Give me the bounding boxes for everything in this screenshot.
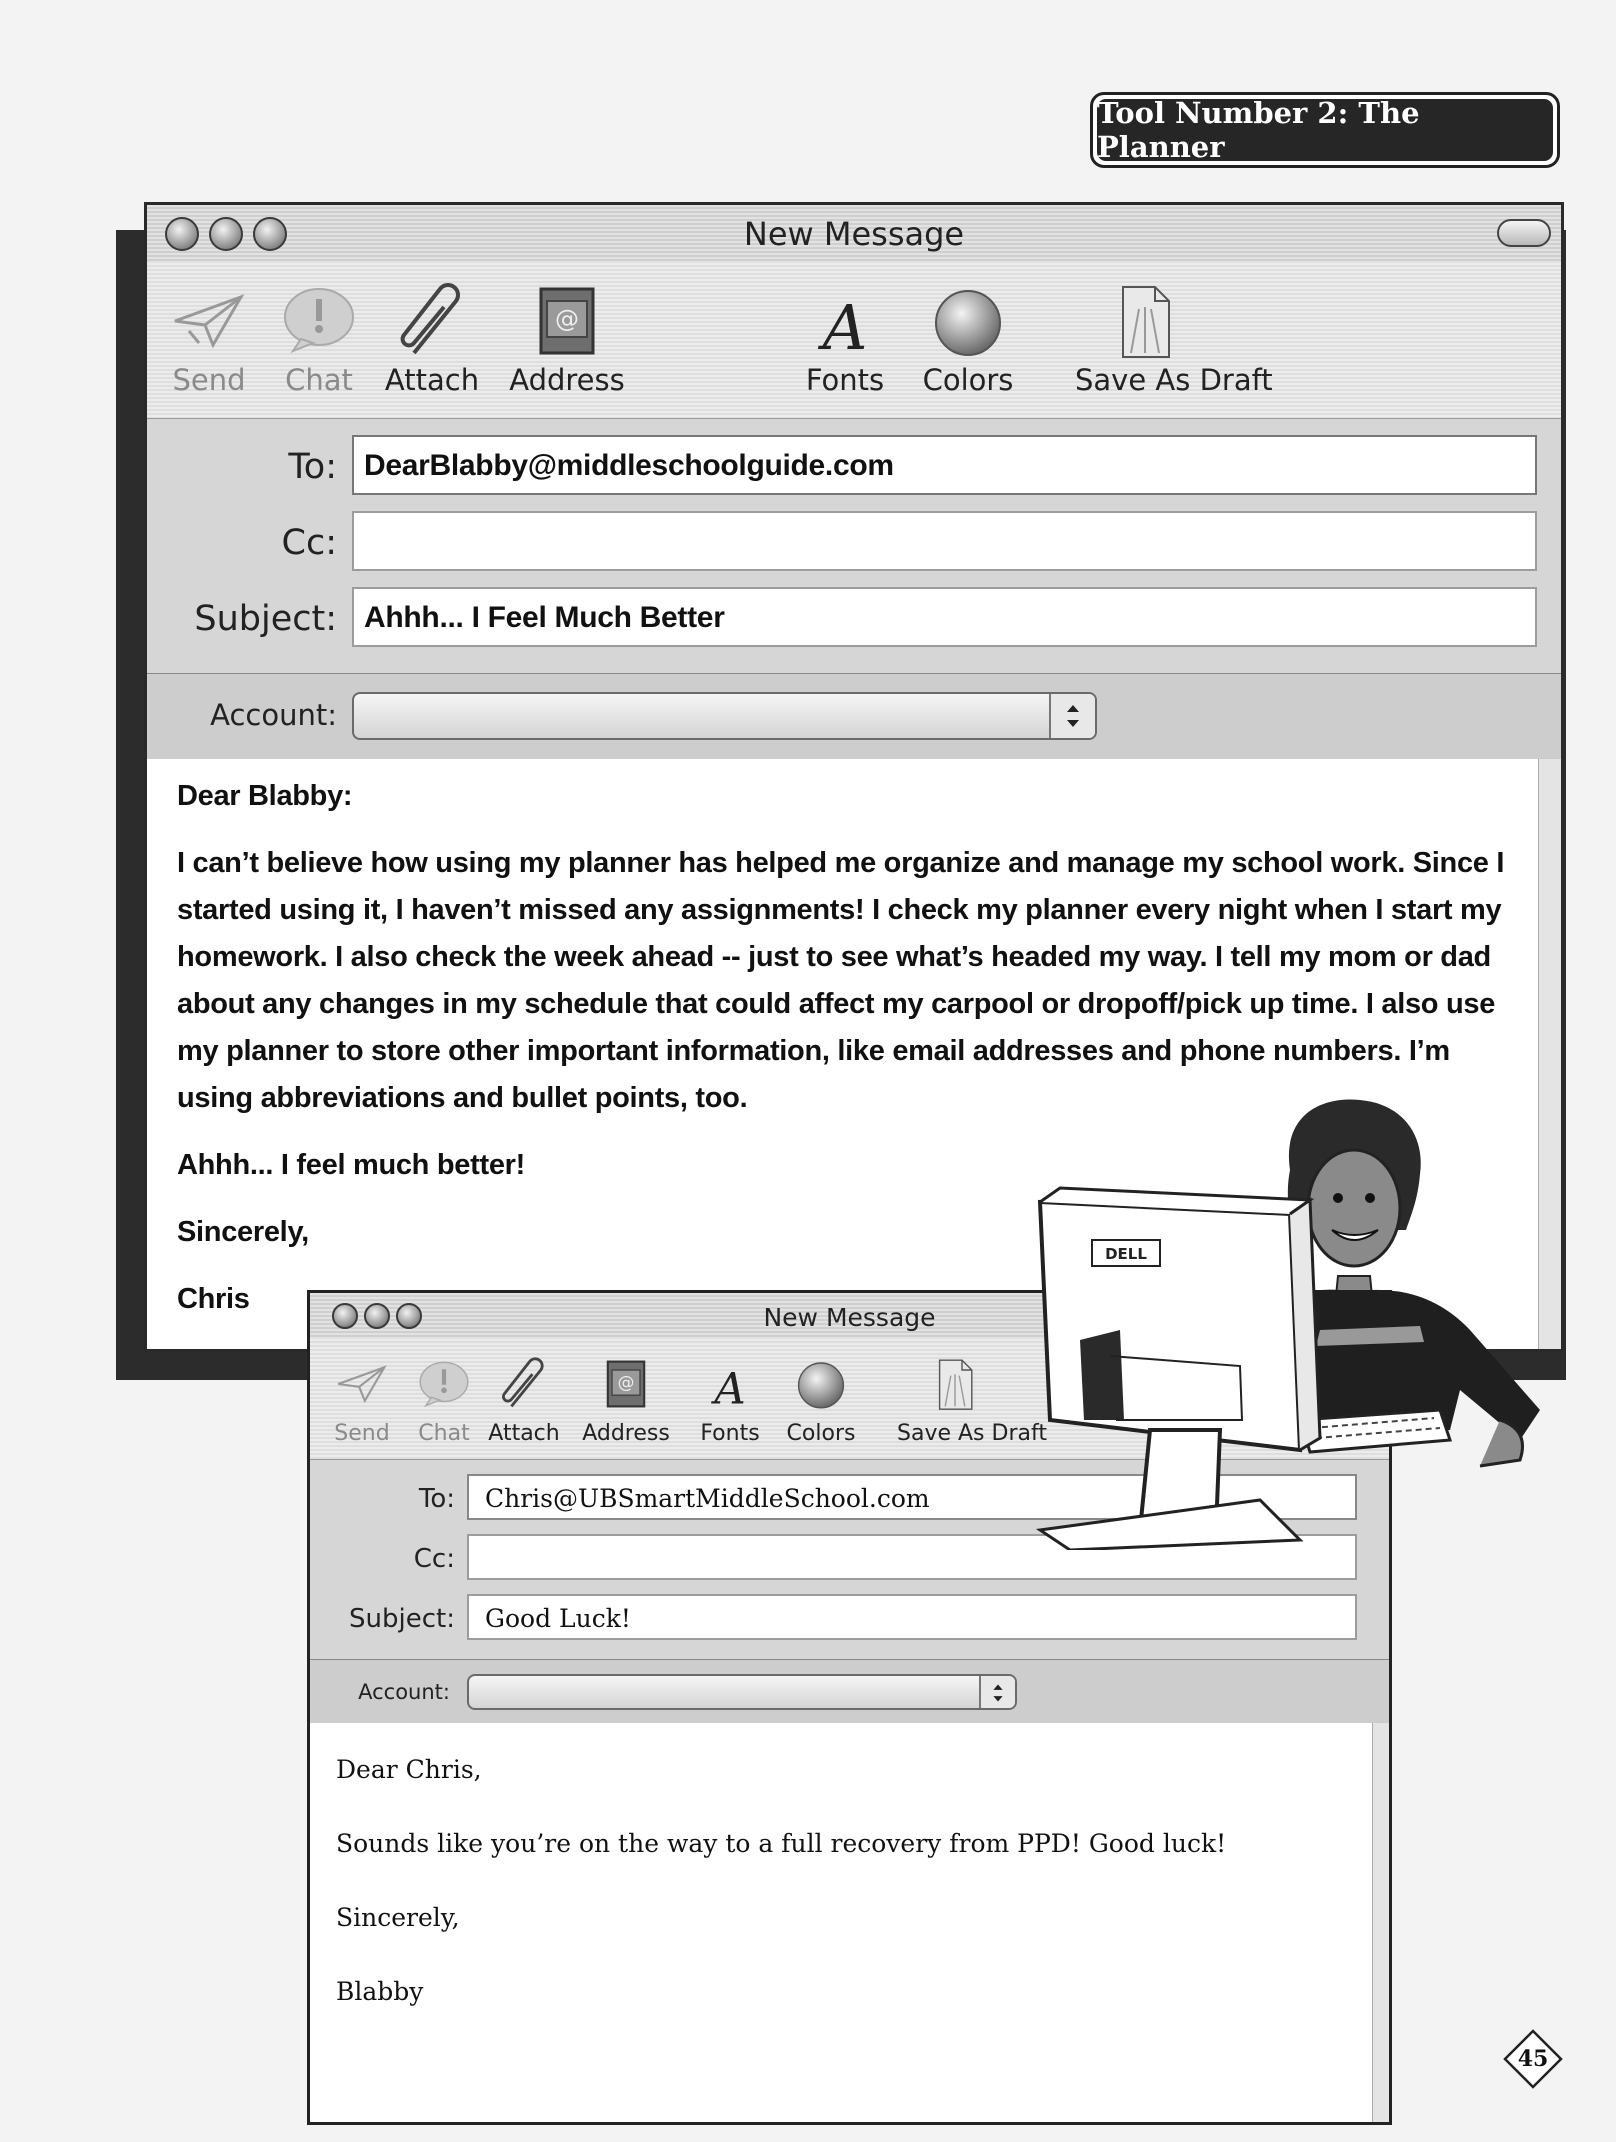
address-book-icon — [527, 283, 607, 359]
signature: Chris — [177, 1283, 250, 1315]
send-label: Send — [172, 363, 246, 397]
svg-text:A: A — [822, 291, 868, 359]
body-paragraph: I can’t believe how using my planner has helped me organize and manage my school work. Since I started using it, I haven’t missed any assignments! I check my planner every night when I start my homework. I also check the week ahead -- just to see what’s headed my way. I tell my mom or dad about any changes in my schedule that could affect my carpool or dropoff/pick up time. I also use my planner to store other important information, like email addresses and phone numbers. I’m using abbreviations and bullet points, too. — [177, 847, 1505, 1114]
fonts-label: Fonts — [700, 1421, 760, 1446]
fonts-icon — [702, 1357, 758, 1411]
greeting: Dear Chris, — [336, 1755, 482, 1784]
account-row — [147, 673, 1561, 762]
address-label: Address — [582, 1421, 670, 1446]
colors-button[interactable] — [786, 1357, 856, 1457]
fonts-label: Fonts — [805, 363, 885, 397]
address-label: Address — [509, 363, 625, 397]
chat-button[interactable] — [416, 1361, 472, 1457]
page-number-text: 45 — [1517, 2046, 1549, 2072]
to-label: To: — [288, 447, 337, 487]
attach-label: Attach — [488, 1421, 560, 1446]
svg-text:@: @ — [617, 1372, 635, 1393]
svg-text:A: A — [714, 1364, 746, 1411]
fonts-button[interactable] — [805, 283, 885, 411]
chat-label: Chat — [285, 363, 353, 397]
chat-icon — [416, 1359, 472, 1409]
address-button[interactable] — [509, 283, 625, 411]
to-field[interactable]: Chris@UBSmartMiddleSchool.com — [467, 1474, 1357, 1520]
message-body[interactable] — [310, 1723, 1389, 2122]
student-face — [1308, 1150, 1400, 1266]
account-label: Account: — [358, 1680, 450, 1704]
colors-label: Colors — [922, 363, 1014, 397]
send-icon — [334, 1361, 390, 1407]
address-header — [147, 418, 1561, 674]
chevron-updown-icon — [1051, 694, 1095, 738]
subject-label: Subject: — [349, 1604, 455, 1634]
paperclip-icon — [496, 1357, 552, 1411]
address-button[interactable] — [582, 1357, 670, 1457]
cc-field[interactable] — [352, 511, 1537, 571]
attach-button[interactable] — [488, 1357, 560, 1457]
section-banner — [1090, 92, 1560, 168]
fonts-button[interactable] — [702, 1357, 758, 1457]
to-field[interactable]: DearBlabby@middleschoolguide.com — [352, 435, 1537, 495]
send-button[interactable] — [334, 1361, 390, 1457]
student-computer-illustration — [1020, 1090, 1560, 1550]
toolbar-toggle-button[interactable] — [1497, 219, 1551, 247]
colors-label: Colors — [786, 1421, 856, 1446]
address-book-icon — [598, 1357, 654, 1411]
account-row — [310, 1659, 1389, 1726]
chat-label: Chat — [418, 1421, 470, 1446]
account-select-arrows — [1049, 694, 1095, 738]
account-select[interactable] — [467, 1674, 1017, 1710]
message-text — [336, 1743, 1296, 2019]
window-title: New Message — [743, 215, 965, 253]
account-select-arrows — [979, 1676, 1015, 1708]
toolbar — [147, 263, 1561, 418]
subject-field[interactable]: Ahhh... I Feel Much Better — [352, 587, 1537, 647]
chat-button[interactable] — [279, 291, 359, 411]
attach-label: Attach — [384, 363, 480, 397]
chevron-updown-icon — [981, 1676, 1015, 1710]
save-as-draft-button[interactable] — [1075, 283, 1273, 411]
send-icon — [169, 291, 249, 351]
signature: Blabby — [336, 1977, 424, 2006]
colors-icon — [793, 1357, 849, 1411]
save-as-draft-label: Save As Draft — [1075, 363, 1273, 397]
cc-label: Cc: — [281, 523, 337, 563]
closing: Sincerely, — [177, 1216, 309, 1248]
send-label: Send — [334, 1421, 390, 1446]
draft-icon — [1105, 283, 1185, 359]
monitor-brand-label: DELL — [1105, 1245, 1147, 1263]
to-label: To: — [418, 1484, 455, 1514]
cc-label: Cc: — [413, 1544, 455, 1574]
body-paragraph: Sounds like you’re on the way to a full recovery from PPD! Good luck! — [336, 1829, 1227, 1858]
greeting: Dear Blabby: — [177, 780, 353, 812]
account-select[interactable] — [352, 692, 1097, 740]
colors-button[interactable] — [922, 283, 1014, 411]
send-button[interactable] — [169, 291, 249, 411]
relief-line: Ahhh... I feel much better! — [177, 1149, 525, 1181]
fonts-icon — [805, 283, 885, 359]
svg-text:@: @ — [555, 305, 579, 333]
paperclip-icon — [392, 283, 472, 359]
scrollbar[interactable] — [1372, 1723, 1389, 2122]
account-label: Account: — [210, 698, 337, 732]
computer-monitor — [1040, 1188, 1320, 1550]
colors-icon — [928, 283, 1008, 359]
title-bar[interactable] — [147, 205, 1561, 264]
page-number — [1502, 2028, 1564, 2090]
chat-icon — [279, 287, 359, 353]
subject-label: Subject: — [194, 599, 337, 639]
draft-icon — [927, 1357, 983, 1411]
save-as-draft-button[interactable] — [897, 1357, 1047, 1457]
closing: Sincerely, — [336, 1903, 460, 1932]
window-title: New Message — [763, 1303, 936, 1332]
subject-field[interactable]: Good Luck! — [467, 1594, 1357, 1640]
attach-button[interactable] — [384, 283, 480, 411]
save-as-draft-label: Save As Draft — [897, 1421, 1047, 1446]
section-title: Tool Number 2: The Planner — [1097, 99, 1553, 161]
